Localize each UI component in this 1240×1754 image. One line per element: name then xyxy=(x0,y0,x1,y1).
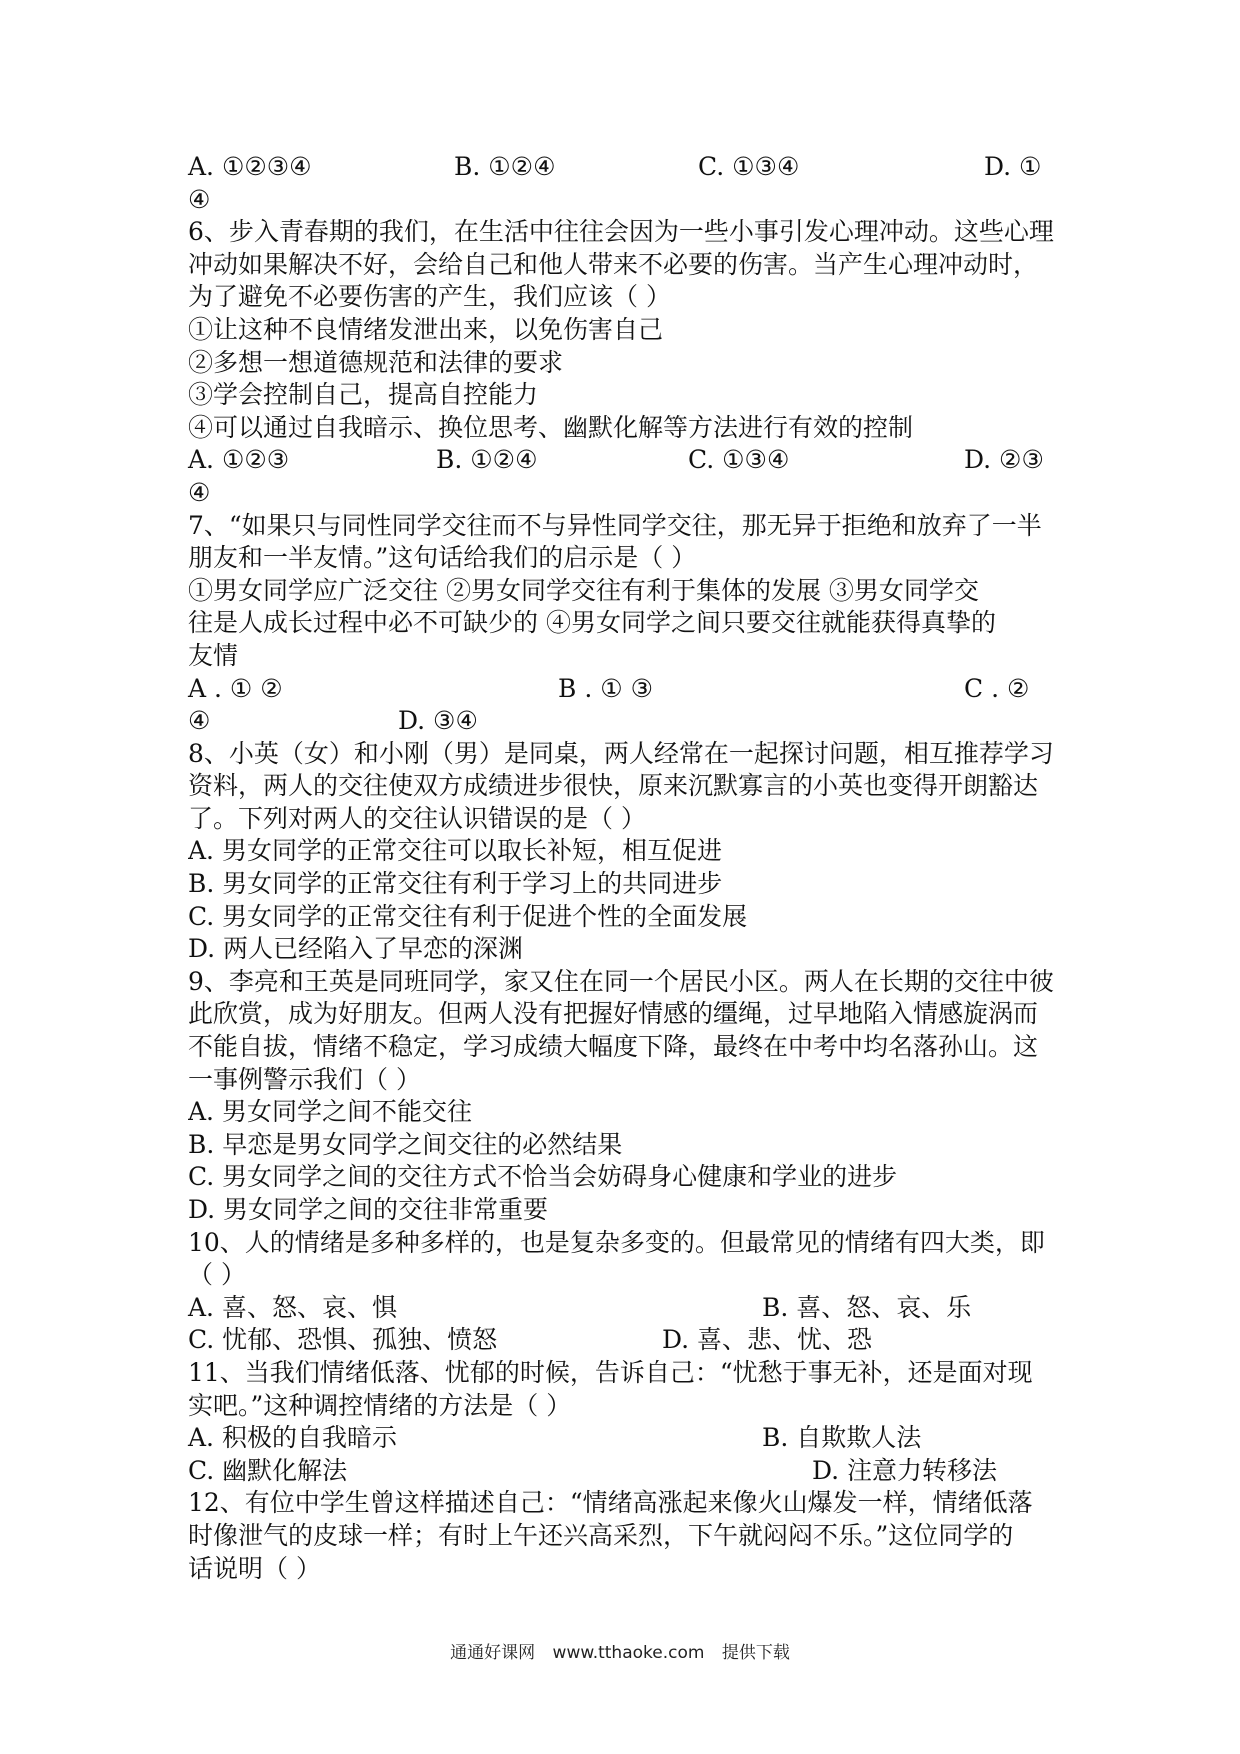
q6-stem-line: 6、步入青春期的我们，在生活中往往会因为一些小事引发心理冲动。这些心理 xyxy=(188,217,1054,247)
q12-stem-line: 话说明（ ） xyxy=(188,1553,321,1583)
q7-item-line: 往是人成长过程中必不可缺少的 ④男女同学之间只要交往就能获得真挚的 xyxy=(188,608,996,638)
q12-stem-line: 12、有位中学生曾这样描述自己：“情绪高涨起来像火山爆发一样，情绪低落 xyxy=(188,1488,1033,1518)
q8-stem-line: 8、小英（女）和小刚（男）是同桌，两人经常在一起探讨问题，相互推荐学习 xyxy=(188,738,1054,768)
q7-stem-line: 朋友和一半友情。”这句话给我们的启示是（ ） xyxy=(188,543,697,573)
question-content xyxy=(188,151,1060,1585)
q8-option: C. 男女同学的正常交往有利于促进个性的全面发展 xyxy=(188,901,748,931)
q10-stem-line: （ ） xyxy=(188,1260,246,1290)
q11-option-c: C. 幽默化解法 xyxy=(188,1455,348,1485)
q8-stem-line: 资料，两人的交往使双方成绩进步很快，原来沉默寡言的小英也变得开朗豁达 xyxy=(188,771,1039,801)
q9-option: D. 男女同学之间的交往非常重要 xyxy=(188,1195,549,1224)
q7-option-c-wrap: ④ xyxy=(188,706,211,736)
q10-option-d: D. 喜、悲、忧、恐 xyxy=(662,1325,873,1355)
q11-options-row1 xyxy=(188,1422,1060,1455)
q8-option: D. 两人已经陷入了早恋的深渊 xyxy=(188,934,524,964)
footer-url[interactable]: www.tthaoke.com xyxy=(552,1643,705,1663)
q9-option: C. 男女同学之间的交往方式不恰当会妨碍身心健康和学业的进步 xyxy=(188,1162,898,1192)
q9-stem-line: 不能自拔，情绪不稳定，学习成绩大幅度下降，最终在中考中均名落孙山。这 xyxy=(188,1032,1039,1062)
q10-options-row1 xyxy=(188,1292,1060,1325)
q9-stem-line: 9、李亮和王英是同班同学，家又住在同一个居民小区。两人在长期的交往中彼 xyxy=(188,966,1054,996)
q10-options-row2 xyxy=(188,1324,1060,1357)
q6-stem-line: 为了避免不必要伤害的产生，我们应该（ ） xyxy=(188,282,671,312)
q9-stem-line: 此欣赏，成为好朋友。但两人没有把握好情感的缰绳，过早地陷入情感旋涡而 xyxy=(188,999,1039,1029)
q10-option-c: C. 忧郁、恐惧、孤独、愤怒 xyxy=(188,1325,498,1355)
q5-option-d: D. ① xyxy=(984,152,1042,181)
q8-option: A. 男女同学的正常交往可以取长补短，相互促进 xyxy=(188,836,722,866)
q7-option-d: D. ③④ xyxy=(398,706,478,736)
footer-suffix: 提供下载 xyxy=(721,1643,790,1663)
q7-option-c: C . ② xyxy=(964,673,1030,703)
q11-options-row2 xyxy=(188,1455,1060,1488)
q6-option-b: B. ①②④ xyxy=(436,445,538,475)
q6-option-d-wrap: ④ xyxy=(188,477,211,507)
q11-stem-line: 实吧。”这种调控情绪的方法是（ ） xyxy=(188,1390,572,1420)
q5-options xyxy=(188,151,1060,184)
q7-options xyxy=(188,673,1060,706)
q7-option-b: B . ① ③ xyxy=(558,673,653,703)
q6-stem-line: 冲动如果解决不好，会给自己和他人带来不必要的伤害。当产生心理冲动时， xyxy=(188,249,1039,279)
q6-item: ③学会控制自己，提高自控能力 xyxy=(188,380,539,410)
q10-option-a: A. 喜、怒、哀、惧 xyxy=(188,1292,397,1322)
q7-options-wrap xyxy=(188,705,1060,738)
q11-option-a: A. 积极的自我暗示 xyxy=(188,1423,397,1453)
q9-option: A. 男女同学之间不能交往 xyxy=(188,1097,472,1127)
footer-site-name: 通通好课网 xyxy=(450,1643,536,1663)
q6-options xyxy=(188,444,1060,477)
q11-option-d: D. 注意力转移法 xyxy=(812,1455,998,1485)
q9-stem-line: 一事例警示我们（ ） xyxy=(188,1064,421,1094)
q10-option-b: B. 喜、怒、哀、乐 xyxy=(762,1292,972,1322)
q7-item-line: ①男女同学应广泛交往 ②男女同学交往有利于集体的发展 ③男女同学交 xyxy=(188,575,979,605)
q6-option-c: C. ①③④ xyxy=(688,445,790,475)
q12-stem-line: 时像泄气的皮球一样；有时上午还兴高采烈，下午就闷闷不乐。”这位同学的 xyxy=(188,1520,1014,1550)
q6-item: ①让这种不良情绪发泄出来，以免伤害自己 xyxy=(188,314,664,344)
q7-stem-line: 7、“如果只与同性同学交往而不与异性同学交往，那无异于拒绝和放弃了一半 xyxy=(188,510,1042,540)
q6-item: ②多想一想道德规范和法律的要求 xyxy=(188,347,564,377)
page-footer xyxy=(0,1638,1240,1663)
q7-item-line: 友情 xyxy=(188,640,239,670)
q5-option-a: A. ①②③④ xyxy=(188,152,312,181)
q8-option: B. 男女同学的正常交往有利于学习上的共同进步 xyxy=(188,869,723,899)
q11-option-b: B. 自欺欺人法 xyxy=(762,1423,922,1453)
q5-option-c: C. ①③④ xyxy=(698,152,800,181)
q6-option-d: D. ②③ xyxy=(964,445,1044,475)
q10-stem-line: 10、人的情绪是多种多样的，也是复杂多变的。但最常见的情绪有四大类，即 xyxy=(188,1227,1045,1257)
q5-option-d-wrap: ④ xyxy=(188,184,211,214)
q11-stem-line: 11、当我们情绪低落、忧郁的时候，告诉自己：“忧愁于事无补，还是面对现 xyxy=(188,1357,1033,1387)
q8-stem-line: 了。下列对两人的交往认识错误的是（ ） xyxy=(188,803,646,833)
q6-item: ④可以通过自我暗示、换位思考、幽默化解等方法进行有效的控制 xyxy=(188,412,914,442)
q7-option-a: A . ① ② xyxy=(188,673,283,703)
q5-option-b: B. ①②④ xyxy=(454,152,556,181)
q9-option: B. 早恋是男女同学之间交往的必然结果 xyxy=(188,1129,623,1159)
q6-option-a: A. ①②③ xyxy=(188,445,290,475)
